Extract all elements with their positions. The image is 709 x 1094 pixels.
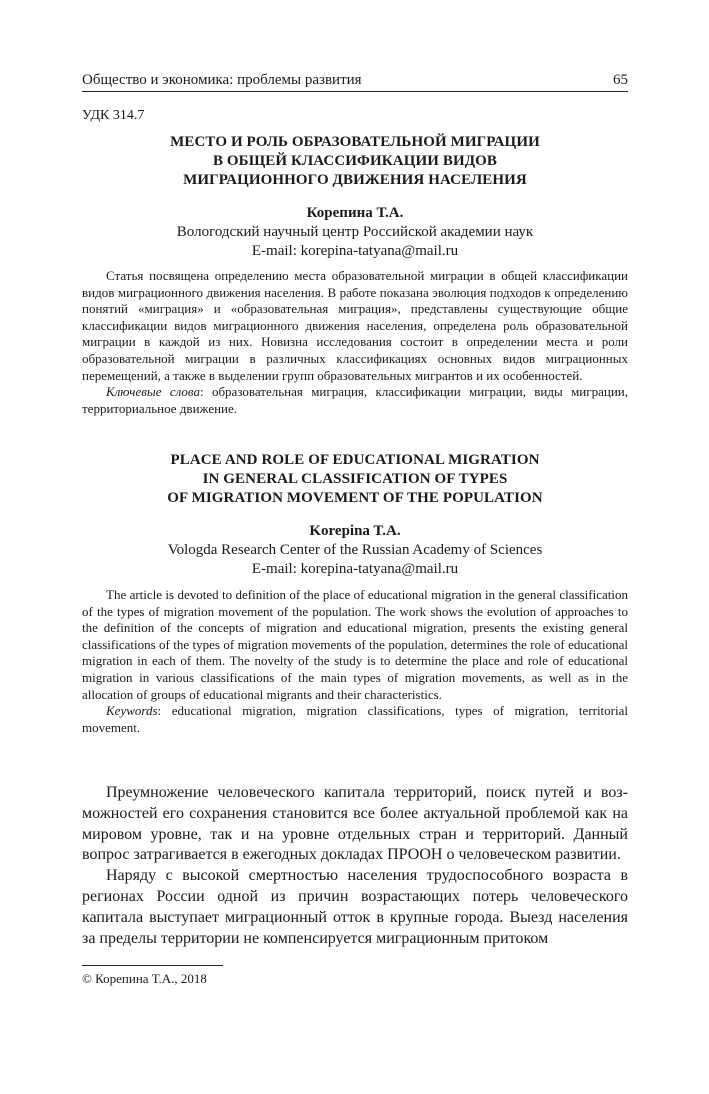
- keywords-ru: [82, 384, 628, 417]
- abstract-en-text: The article is devoted to definition of the place of educational migration in the general classification of the types of migration movement of the population. The work shows the evolution of approaches to the definition of the concepts of migration and educational migration, presents the existing general classifications of the types of migration movements of the population, determines the role of educational migration in each of them. The novelty of the study is to determine the place and role of educational migration in various classifications of the main types of migration movements, as well as in the allocation of groups of educational migrants and their characteristics.: [82, 587, 628, 702]
- page-number: 65: [613, 72, 628, 88]
- affiliation-en: Vologda Research Center of the Russian Academy of Sciences: [167, 542, 543, 558]
- copyright-footnote: © Корепина Т.А., 2018: [82, 971, 207, 986]
- author-en: Korepina T.A.: [309, 523, 401, 539]
- article-title-ru: [82, 133, 628, 190]
- abstract-ru-text: Статья посвящена определению места образовательной миграции в общей классификации видов миграционного движения населения. В работе показана эволюция подходов к определению понятий «миграция» и «образовательная миграция», представлены существующие общие классификации видов миграционного движения населения, определена роль образовательной миграции в каждой из них. Новизна исследования состоит в определении места и роли образовательной миграции в различных классификациях основных видов миграционных перемещений, а также в выделении групп образовательных мигрантов и их особенностей.: [82, 268, 628, 383]
- keywords-en: [82, 703, 628, 736]
- abstract-en: [82, 587, 628, 736]
- header-divider: [82, 91, 628, 92]
- keywords-en-label: Keywords: [106, 703, 158, 719]
- keywords-ru-text: : образовательная миграция, классификации миграции, виды миграции, территориальное движение.: [82, 384, 628, 416]
- author-ru: Корепина Т.А.: [306, 205, 404, 221]
- body-text: [82, 783, 628, 949]
- body-paragraph-1: Преумножение человеческого капитала территорий, поиск путей и возможностей его сохранения становится все более актуальной проблемой как на мировом уровне, так и на уровне отдельных стран и территорий. Данный вопрос затрагивается в ежегодных докладах ПРООН о человеческом развитии.: [82, 784, 628, 864]
- footnote-divider: [82, 965, 223, 966]
- affiliation-ru: Вологодский научный центр Российской академии наук: [176, 224, 534, 240]
- title-ru-line-1: МЕСТО И РОЛЬ ОБРАЗОВАТЕЛЬНОЙ МИГРАЦИИ: [170, 134, 540, 150]
- body-paragraph-2: Наряду с высокой смертностью населения трудоспособного возраста в регионах России одной из причин возрастающих потерь человеческого капитала выступает миграционный отток в крупные города. Выезд населения за пределы территории не компенсируется миграционным притоком: [82, 867, 628, 947]
- keywords-ru-label: Ключевые слова: [106, 384, 200, 400]
- title-en-line-2: IN GENERAL CLASSIFICATION OF TYPES: [202, 471, 508, 487]
- title-ru-line-2: В ОБЩЕЙ КЛАССИФИКАЦИИ ВИДОВ: [212, 153, 498, 169]
- affiliation-block-ru: [82, 223, 628, 261]
- email-en: E-mail: korepina-tatyana@mail.ru: [251, 561, 459, 577]
- keywords-en-text: : educational migration, migration classifications, types of migration, territorial movement.: [82, 703, 628, 735]
- affiliation-block-en: [82, 541, 628, 579]
- udc-code: УДК 314.7: [82, 108, 145, 123]
- article-title-en: [82, 451, 628, 508]
- running-header: [82, 71, 628, 89]
- title-en-line-1: PLACE AND ROLE OF EDUCATIONAL MIGRATION: [170, 452, 540, 468]
- journal-title: Общество и экономика: проблемы развития: [82, 72, 362, 88]
- email-ru: E-mail: korepina-tatyana@mail.ru: [251, 243, 459, 259]
- abstract-ru: [82, 268, 628, 417]
- title-en-line-3: OF MIGRATION MOVEMENT OF THE POPULATION: [167, 490, 543, 506]
- title-ru-line-3: МИГРАЦИОННОГО ДВИЖЕНИЯ НАСЕЛЕНИЯ: [183, 172, 527, 188]
